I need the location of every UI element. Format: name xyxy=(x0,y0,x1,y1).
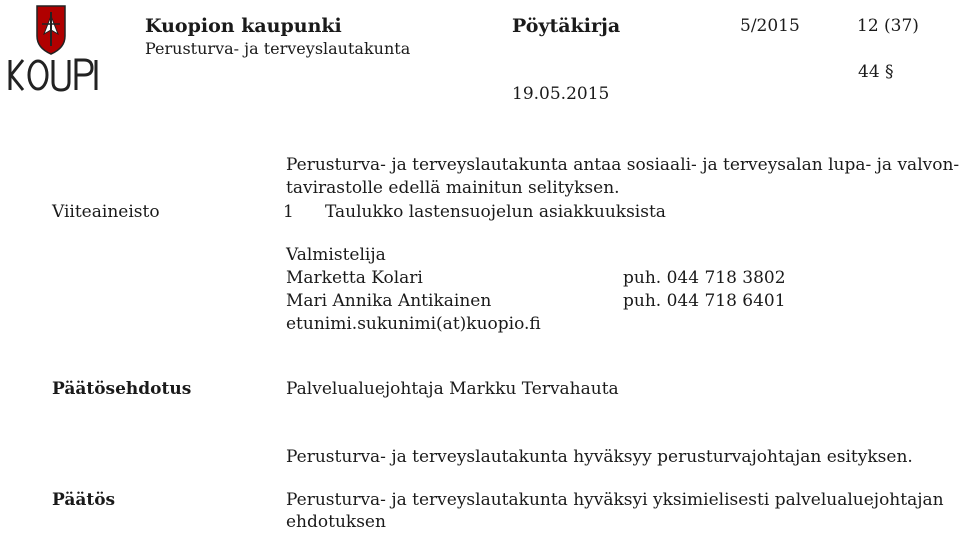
reference-title: Taulukko lastensuojelun asiakkuuksista xyxy=(325,202,666,222)
meeting-number: 5/2015 xyxy=(740,16,800,36)
preparer-name: Mari Annika Antikainen xyxy=(286,291,492,311)
section-number: 44 § xyxy=(858,62,894,82)
page-number: 12 (37) xyxy=(857,16,919,36)
preparer-phone: puh. 044 718 6401 xyxy=(623,291,786,311)
preparer-name: Marketta Kolari xyxy=(286,268,423,288)
kuopio-logo xyxy=(4,2,100,98)
preparer-phone: puh. 044 718 3802 xyxy=(623,268,786,288)
reference-number: 1 xyxy=(283,202,294,222)
decision-label: Päätös xyxy=(52,490,116,510)
references-label: Viiteaineisto xyxy=(52,202,160,222)
intro-line-2: tavirastolle edellä mainitun selityksen. xyxy=(286,178,620,198)
email-address: etunimi.sukunimi(at)kuopio.fi xyxy=(286,314,541,334)
intro-line-1: Perusturva- ja terveyslautakunta antaa sosiaali- ja terveysalan lupa- ja valvon- xyxy=(286,155,960,175)
decision-line-1: Perusturva- ja terveyslautakunta hyväksyi yksimielisesti palvelualuejohtajan xyxy=(286,490,944,510)
meeting-date: 19.05.2015 xyxy=(512,84,610,104)
committee-name: Perusturva- ja terveyslautakunta xyxy=(145,39,411,58)
coat-of-arms-icon xyxy=(4,2,100,98)
proposal-label: Päätösehdotus xyxy=(52,379,192,399)
preparer-label: Valmistelija xyxy=(286,245,386,265)
document-type: Pöytäkirja xyxy=(512,15,621,37)
proposal-author: Palvelualuejohtaja Markku Tervahauta xyxy=(286,379,619,399)
proposal-text: Perusturva- ja terveyslautakunta hyväksyy perusturvajohtajan esityksen. xyxy=(286,447,913,467)
organization-name: Kuopion kaupunki xyxy=(145,15,342,37)
decision-line-2: ehdotuksen xyxy=(286,512,386,532)
